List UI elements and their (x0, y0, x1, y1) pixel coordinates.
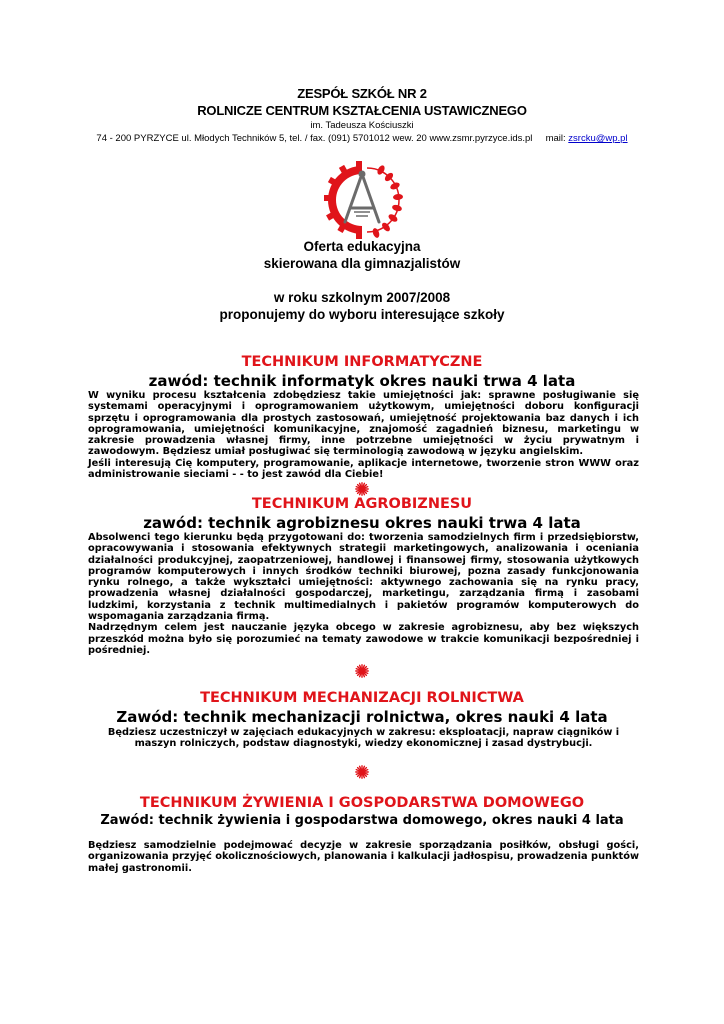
section-4-body (88, 840, 639, 874)
intro-line-4: proponujemy do wyboru interesujące szkoły (219, 307, 505, 322)
school-name: ZESPÓŁ SZKÓŁ NR 2 (297, 86, 427, 101)
intro-line-1: Oferta edukacyjna (303, 239, 421, 254)
section-1-subtitle: zawód: technik informatyk okres nauki trwa 4 lata (148, 372, 576, 390)
section-1-body (88, 390, 639, 480)
mail-label: mail: (545, 133, 566, 144)
section-3-subtitle: Zawód: technik mechanizacji rolnictwa, okres nauki 4 lata (116, 708, 608, 726)
section-2-body (88, 532, 639, 656)
section-2-paragraph: Absolwenci tego kierunku będą przygotowani do: tworzenia samodzielnych firm i przedsiębiorstw, opracowywania i stosowania efektywnych strategii marketingowych, analizowania i oceniania działalności produkcyjnej, zaopatrzeniowej, handlowej i finansowej firmy, stosowania użytkowych programów komputerowych i innych środków techniki biurowej, pozna zasady funkcjonowania rynku rolnego, a także wykształci umiejętności: aktywnego zachowania się na rynku pracy, prowadzenia własnej działalności gospodarczej, marketingu, zarządzania firmą i zasobami ludzkimi, korzystania z technik multimedialnych i pakietów programów komputerowych do wspomagania zarządzania firmą. (88, 532, 639, 623)
address: 74 - 200 PYRZYCE ul. Młodych Techników 5, tel. / fax. (091) 5701012 wew. 20 www.zsmr.pyrzyce.ids.pl (96, 133, 533, 144)
section-4-title: TECHNIKUM ŻYWIENIA I GOSPODARSTWA DOMOWEGO (139, 795, 585, 811)
section-1-paragraph: W wyniku procesu kształcenia zdobędziesz takie umiejętności jak: sprawne posługiwanie się systemami operacyjnymi i oprogramowaniem użytkowym, umiejętności doboru konfiguracji sprzętu i oprogramowania dla prostych zastosowań, umiejętność projektowania baz danych i ich oprogramowania, umiejętności komunikacyjne, znajomość zagadnień biznesu, marketingu w zakresie prowadzenia własnej firmy, inne potrzebne umiejętności w życiu prywatnym i zawodowym. Będziesz umiał posługiwać się terminologią zawodową w języku angielskim. (88, 390, 639, 458)
section-1-paragraph: Jeśli interesują Cię komputery, programowanie, aplikacje internetowe, tworzenie stron WWW oraz administrowanie sieciami - - to jest zawód dla Ciebie! (88, 457, 639, 481)
section-4-subtitle: Zawód: technik żywienia i gospodarstwa domowego, okres nauki 4 lata (100, 813, 624, 828)
school-emblem-icon (321, 160, 403, 240)
section-1-title: TECHNIKUM INFORMATYCZNE (241, 354, 483, 370)
red-flower-icon (355, 482, 369, 496)
patron: im. Tadeusza Kościuszki (310, 120, 414, 131)
section-4-paragraph: Będziesz samodzielnie podejmować decyzje w zakresie sporządzania posiłków, obsługi gości, organizowania przyjęć okolicznościowych, planowania i kalkulacji jadłospisu, prowadzenia punktów małej gastronomii. (88, 840, 639, 874)
address-line (0, 133, 724, 144)
intro-line-2: skierowana dla gimnazjalistów (263, 256, 461, 271)
section-2-title: TECHNIKUM AGROBIZNESU (251, 496, 473, 512)
red-flower-icon (355, 765, 369, 779)
mail (546, 133, 628, 144)
center-name: ROLNICZE CENTRUM KSZTAŁCENIA USTAWICZNEGO (197, 103, 527, 118)
section-3-body (88, 727, 639, 750)
red-flower-icon (355, 664, 369, 678)
section-3-paragraph: Będziesz uczestniczył w zajęciach edukacyjnych w zakresu: eksploatacji, napraw ciągników i maszyn rolniczych, podstaw diagnostyki, wiedzy ekonomicznej i zasad dystrybucji. (107, 727, 620, 750)
mail-link[interactable]: zsrcku@wp.pl (568, 133, 628, 144)
section-2-paragraph: Nadrzędnym celem jest nauczanie języka obcego w zakresie agrobiznesu, aby bez większych przeszkód można było się porozumieć na tematy zawodowe w trakcie komunikacji bezpośredniej i pośredniej. (88, 622, 639, 656)
section-3-title: TECHNIKUM MECHANIZACJI ROLNICTWA (200, 690, 524, 706)
section-2-subtitle: zawód: technik agrobiznesu okres nauki trwa 4 lata (143, 514, 581, 532)
intro-line-3: w roku szkolnym 2007/2008 (273, 290, 451, 305)
